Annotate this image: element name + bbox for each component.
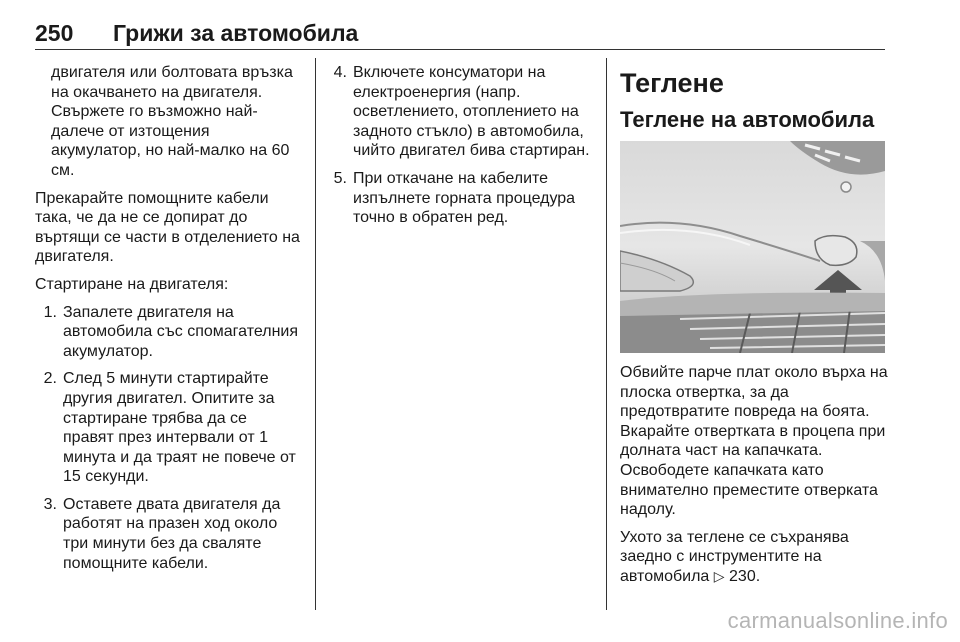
paragraph xyxy=(620,528,890,587)
right-column xyxy=(620,63,890,595)
watermark: carmanualsonline.info xyxy=(727,608,948,633)
steps-list xyxy=(35,303,300,574)
step-text: Оставете двата двигателя да работят на празен ход около три минути без да сваляте помощните кабели. xyxy=(63,495,281,572)
list-item xyxy=(325,63,590,161)
page-number: 250 xyxy=(35,20,74,46)
left-column xyxy=(35,63,300,581)
header-rule xyxy=(35,49,885,50)
step-number: 4. xyxy=(333,64,347,81)
towing-eye-cover-illustration xyxy=(620,141,885,353)
paragraph: Обвийте парче плат около върха на плоска отвертка, за да предотвратите повреда на боята. Вкарайте отвертката в процепа при долната част на капачката. Освободете капачката като внимателно преместите отверката надолу. xyxy=(620,364,888,519)
step-text: Запалете двигателя на автомобила със спомагателния акумулатор. xyxy=(63,303,298,360)
step-number: 1. xyxy=(43,303,57,321)
towing-eye-storage-text: Ухото за теглене се съхранява заедно с инструментите на автомобила xyxy=(620,528,849,585)
column-divider xyxy=(606,58,607,610)
paragraph: Стартиране на двигателя: xyxy=(35,275,229,293)
section-heading: Теглене xyxy=(620,68,724,98)
steps-list xyxy=(325,63,590,228)
section-title: Грижи за автомобила xyxy=(113,20,359,46)
step-text: След 5 минути стартирайте другия двигател. Опитите за стартиране трябва да се правят през интервали от 1 минута и да траят не повече от 15 секунди. xyxy=(63,370,296,486)
step-text: Включете консуматори на електроенергия (напр. осветлението, отоплението на задното стъкло) в автомобила, чийто двигател бива стартиран. xyxy=(353,64,590,160)
step-number: 5. xyxy=(333,169,347,187)
list-item xyxy=(35,495,300,573)
list-item xyxy=(35,303,300,362)
step-number: 2. xyxy=(43,370,57,388)
list-item xyxy=(35,369,300,487)
page-ref-arrow-icon[interactable]: ▷ xyxy=(713,567,725,584)
subsection-heading: Теглене на автомобила xyxy=(620,107,875,132)
continuation-text: двигателя или болтовата връзка на окачването на двигателя. Свържете го възможно най-далече от изтощения акумулатор, но най-малко на 60 см. xyxy=(51,64,293,179)
paragraph: Прекарайте помощните кабели така, че да не се допират до въртящи се части в отделението на двигателя. xyxy=(35,189,300,266)
list-item xyxy=(325,169,590,228)
middle-column xyxy=(325,63,590,236)
column-divider xyxy=(315,58,316,610)
page-header xyxy=(35,20,885,50)
step-text: При откачане на кабелите изпълнете горната процедура точно в обратен ред. xyxy=(353,169,576,227)
page-reference[interactable]: 230. xyxy=(729,567,761,585)
step-number: 3. xyxy=(43,495,57,513)
